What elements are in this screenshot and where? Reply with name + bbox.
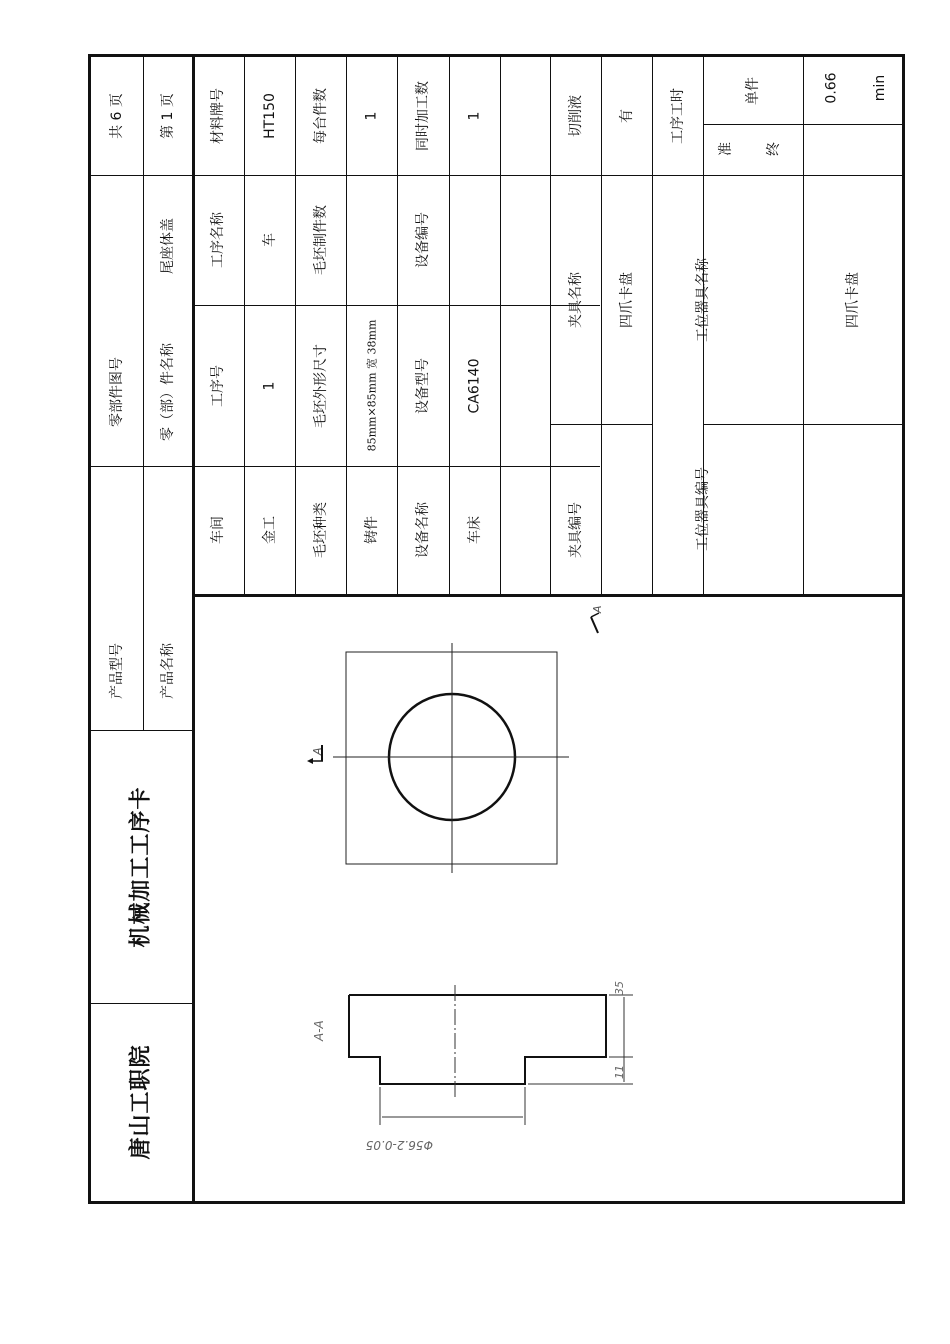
op-name-label: 工序名称 xyxy=(210,212,226,268)
unit-suffix: min xyxy=(872,74,889,102)
part-drawing xyxy=(91,57,902,1201)
part-name-label: 零（部）件名称 xyxy=(159,342,176,441)
school-name: 唐山工职院 xyxy=(128,1044,154,1160)
per-unit-value: 1 xyxy=(363,111,380,121)
simul-label: 同时加工数 xyxy=(415,81,431,151)
fixture-name-label: 夹具名称 xyxy=(567,271,584,328)
per-unit-label: 每台件数 xyxy=(312,88,329,144)
blank-pieces-label: 毛坯制件数 xyxy=(312,205,329,275)
section-mark-left: A xyxy=(311,747,324,755)
total-pages: 共 6 页 xyxy=(109,93,125,139)
prep-label: 准 xyxy=(718,142,734,156)
op-no-label: 工序号 xyxy=(210,364,226,407)
workshop-label: 车间 xyxy=(210,516,226,544)
page-number: 第 1 页 xyxy=(159,93,176,139)
section-title: A-A xyxy=(312,1020,326,1041)
product-name-label: 产品名称 xyxy=(159,643,176,699)
fixture-name-value: 四爪卡盘 xyxy=(618,271,635,328)
station-tool-name-label: 工位器具名称 xyxy=(694,257,711,342)
unit-value: 0.66 xyxy=(823,72,840,104)
blank-type-value: 铸件 xyxy=(363,516,380,544)
equip-no-label: 设备编号 xyxy=(415,212,431,268)
step-dimension: 11 xyxy=(613,1065,626,1079)
op-name-value: 车 xyxy=(261,233,278,247)
part-drawing-no-label: 零部件图号 xyxy=(109,356,125,427)
material-label: 材料牌号 xyxy=(210,88,226,144)
unit-label: 单件 xyxy=(745,76,761,105)
product-model-label: 产品型号 xyxy=(109,643,125,699)
equip-model-value: CA6140 xyxy=(466,358,483,413)
diameter-dimension: Φ56.2-0.05 xyxy=(365,1138,433,1152)
material-value: HT150 xyxy=(261,93,278,139)
op-no-value: 1 xyxy=(261,381,278,390)
blank-size-label: 毛坯外形尺寸 xyxy=(312,343,329,428)
plan-view xyxy=(333,643,569,873)
workshop-value: 金工 xyxy=(261,516,278,544)
section-mark-right: A xyxy=(591,605,604,613)
fixture-no-label: 夹具编号 xyxy=(567,502,584,558)
blank-type-label: 毛坯种类 xyxy=(312,502,329,558)
end-label: 终 xyxy=(766,142,782,156)
op-time-label: 工序工时 xyxy=(669,88,686,144)
coolant-label: 切削液 xyxy=(567,95,584,137)
part-name-value: 尾座体盖 xyxy=(159,218,176,274)
height-dimension: 35 xyxy=(613,981,626,995)
coolant-value: 有 xyxy=(618,109,635,123)
section-view xyxy=(349,985,633,1125)
card-title: 机械加工工序卡 xyxy=(128,785,154,948)
blank-size-value: 85mm×85mm 宽 38mm xyxy=(365,319,379,452)
station-tool-name-value: 四爪卡盘 xyxy=(844,271,861,328)
equip-model-label: 设备型号 xyxy=(415,357,431,414)
station-tool-no-label: 工位器具编号 xyxy=(694,467,711,551)
process-card xyxy=(88,54,905,1204)
equip-name-value: 车床 xyxy=(466,516,483,544)
simul-value: 1 xyxy=(466,111,483,121)
section-marker-right xyxy=(591,613,599,633)
equip-name-label: 设备名称 xyxy=(415,502,431,558)
